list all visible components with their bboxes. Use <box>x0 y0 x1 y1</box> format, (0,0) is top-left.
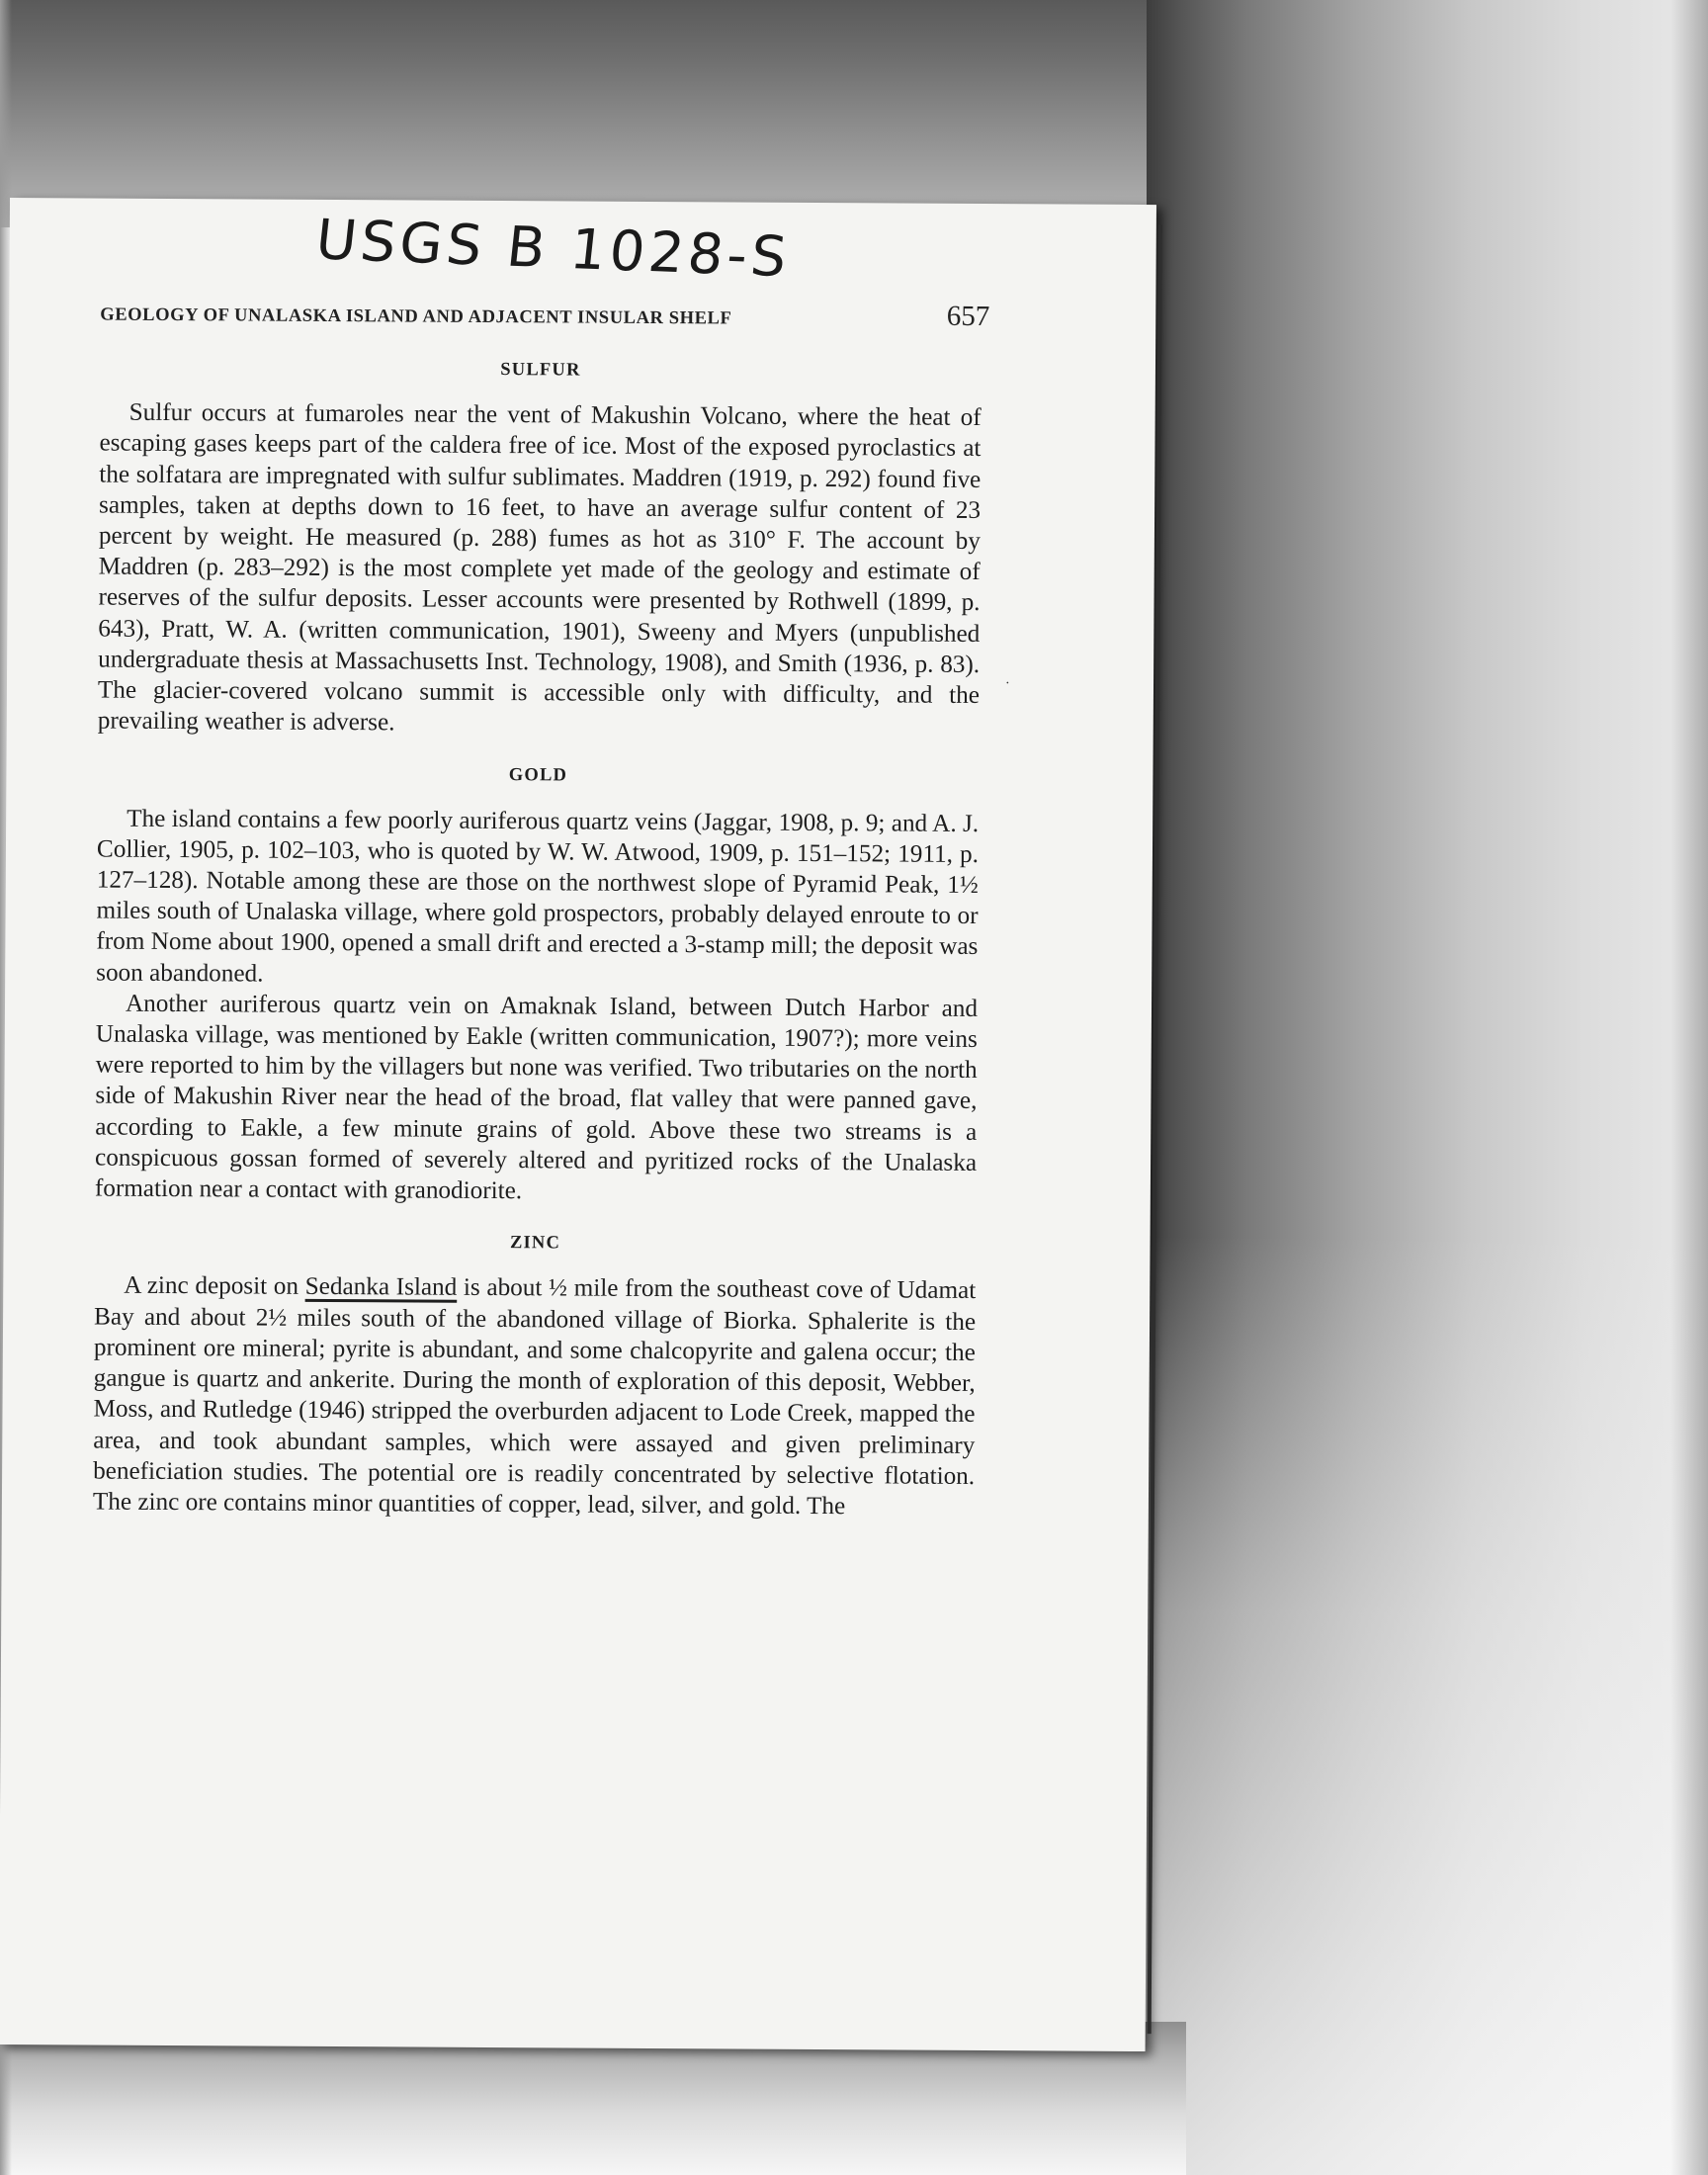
document-page <box>0 198 1156 2051</box>
page-number: 657 <box>946 300 990 333</box>
scan-background-right-fade <box>1147 1236 1708 2175</box>
paragraph-text: is about ½ mile from the southeast cove of Udamat Bay and about 2½ miles south of the abandoned village of Biorka. Sphalerite is the prominent ore mineral; pyrite is abundant, and some chalcopyrite and galena occur; the gangue is quartz and ankerite. During the month of exploration of this deposit, Webber, Moss, and Rutledge (1946) stripped the overburden adjacent to Lode Creek, mapped the area, and took abundant samples, which were assayed and given preliminary beneficiation studies. The potential ore is readily concentrated by selective flotation. The zinc ore contains minor quantities of copper, lead, silver, and gold. The <box>92 1274 977 1521</box>
section-heading-sulfur: SULFUR <box>500 360 581 381</box>
running-header <box>100 296 989 333</box>
paragraph: The island contains a few poorly auriferous quartz veins (Jaggar, 1908, p. 9; and A. J. Collier, 1905, p. 102–103, who is quoted by W. W. Atwood, 1909, p. 151–152; 1911, p. 127–128). Notable among these are those on the northwest slope of Pyramid Peak, 1½ miles south of Unalaska village, where gold prospectors, probably delayed enroute to or from Nome about 1900, opened a small drift and erected a 3-stamp mill; the deposit was soon abandoned. <box>96 805 980 988</box>
paragraph <box>93 1270 977 1522</box>
handwritten-label: USGS B 1028-S <box>312 208 794 291</box>
section-heading-gold: GOLD <box>508 765 568 786</box>
margin-mark: · <box>1004 676 1010 692</box>
body-text <box>93 347 982 1523</box>
paragraph: Another auriferous quartz vein on Amaknak Island, between Dutch Harbor and Unalaska village, was mentioned by Eakle (written communication, 1907?); more veins were reported to him by the villagers but none was verified. Two tributaries on the north side of Makushin River near the head of the broad, flat valley that were panned gave, according to Eakle, a few minute grains of gold. Above these two streams is a conspicuous gossan formed of severely altered and pyritized rocks of the Unalaska formation near a contact with granodiorite. <box>94 990 979 1205</box>
paragraph: Sulfur occurs at fumaroles near the vent of Makushin Volcano, where the heat of escaping gases keeps part of the caldera free of ice. Most of the exposed pyroclastics at the solfatara are impregnated with sulfur sublimates. Maddren (1919, p. 292) found five samples, taken at depths down to 16 feet, to have an average sulfur content of 23 percent by weight. He measured (p. 288) fumes as hot as 310° F. The account by Maddren (p. 283–292) is the most complete yet made of the geology and estimate of reserves of the sulfur deposits. Lesser accounts were presented by Rothwell (1899, p. 643), Pratt, W. A. (written communication, 1901), Sweeny and Myers (unpublished undergraduate thesis at Massachusetts Inst. Technology, 1908), and Smith (1936, p. 83). The glacier-covered volcano summit is accessible only with difficulty, and the prevailing weather is adverse. <box>97 398 982 737</box>
section-heading-zinc: ZINC <box>509 1233 561 1254</box>
scan-edge-right <box>1670 0 1708 2175</box>
underlined-place-name: Sedanka Island <box>304 1273 458 1302</box>
section-gold <box>95 752 980 1209</box>
section-sulfur <box>98 347 982 742</box>
running-title: GEOLOGY OF UNALASKA ISLAND AND ADJACENT INSULAR SHELF <box>100 304 732 329</box>
section-zinc <box>93 1220 977 1522</box>
paragraph-text: A zinc deposit on <box>124 1272 305 1301</box>
